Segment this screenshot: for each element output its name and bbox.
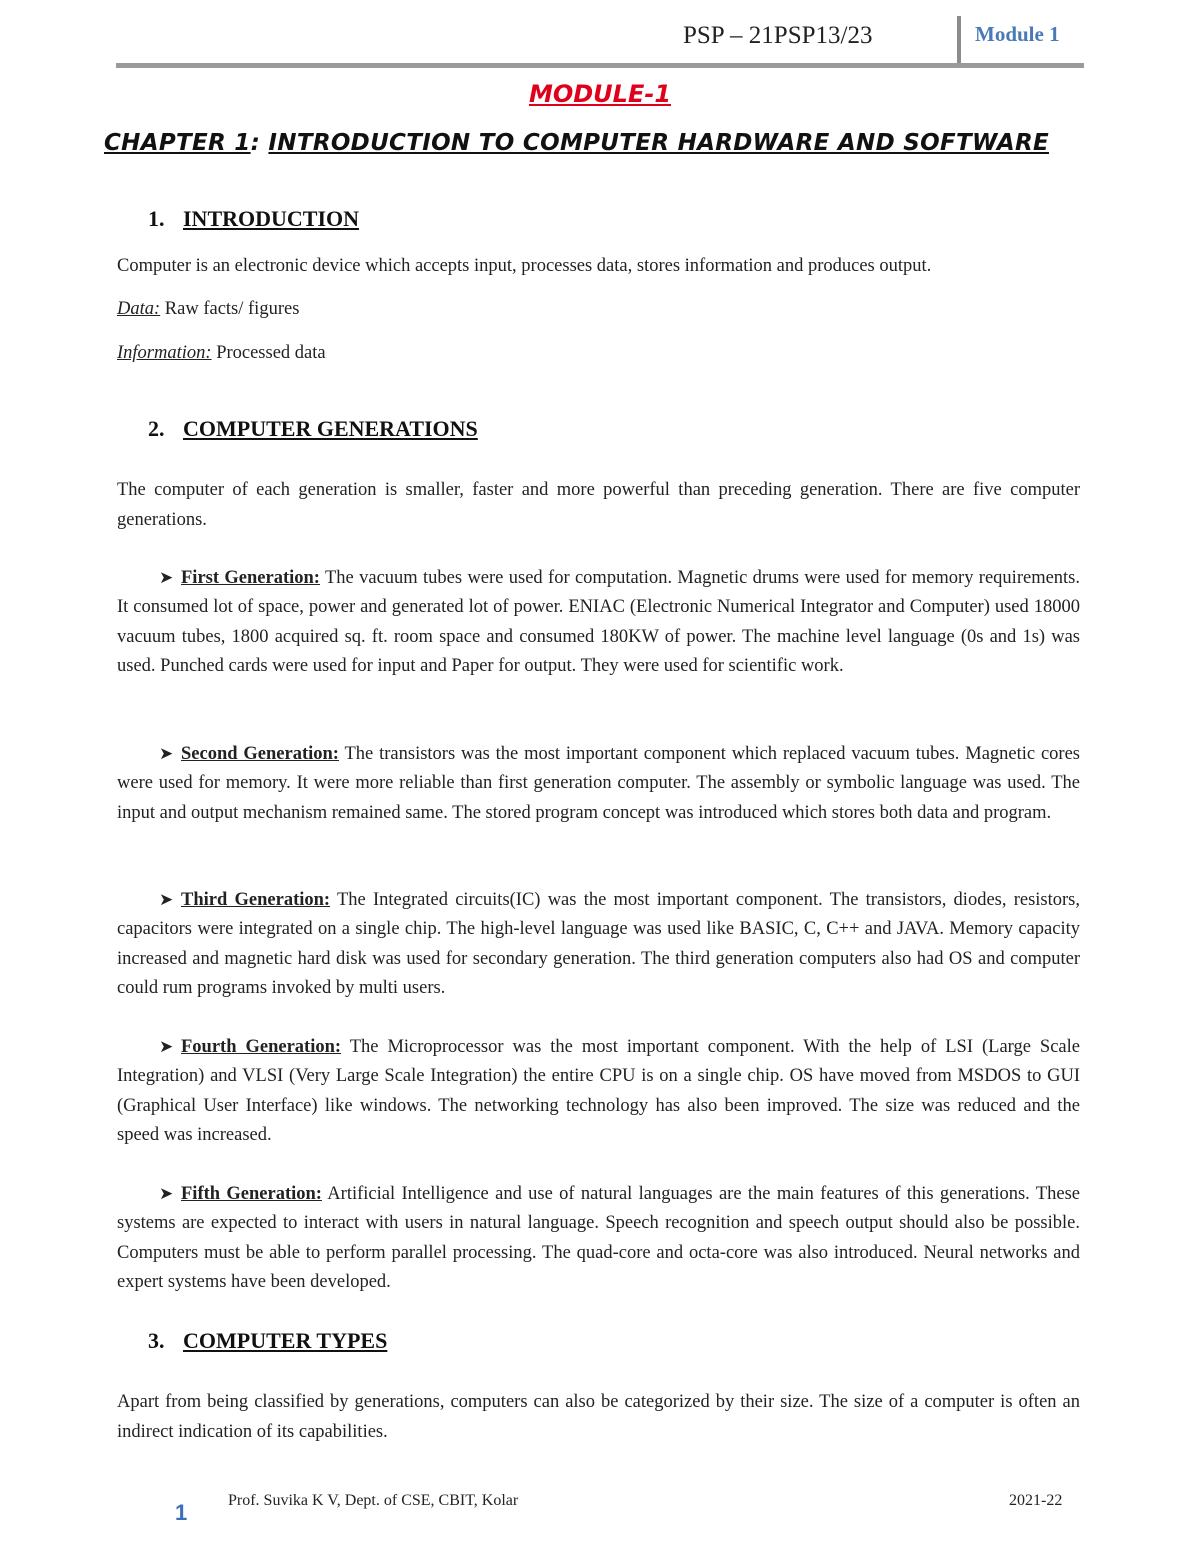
header-course-title: PSP – 21PSP13/23	[683, 22, 873, 49]
arrow-bullet-icon: ➤	[159, 1037, 174, 1056]
section-heading-types	[148, 1328, 387, 1354]
generation-text: The transistors was the most important component which replaced vacuum tubes. Magnetic cores were used for memory. It were more reliable than first generation computer. The assembly or symbolic language was used. The input and output mechanism remained same. The stored program concept was introduced which stores both data and program.	[117, 744, 1081, 823]
generation-second	[117, 739, 1080, 828]
generation-label: Third Generation:	[181, 890, 331, 910]
generation-first	[117, 563, 1080, 681]
section-number: 1.	[148, 206, 165, 231]
section-heading-introduction	[148, 206, 359, 232]
section-title: COMPUTER GENERATIONS	[183, 416, 478, 441]
definition-text: Processed data	[211, 343, 326, 363]
header-module-tag: Module 1	[975, 22, 1060, 46]
module-title: MODULE-1	[528, 80, 672, 108]
section-heading-generations	[148, 416, 478, 442]
footer-year: 2021-22	[1009, 1492, 1063, 1509]
definition-information	[117, 339, 1080, 369]
header-rule	[116, 63, 1084, 68]
generation-label: First Generation:	[181, 568, 320, 588]
page-number: 1	[175, 1500, 188, 1525]
arrow-bullet-icon: ➤	[159, 890, 174, 909]
generations-intro: The computer of each generation is smaller, faster and more powerful than preceding generation. There are five computer generations.	[117, 480, 1080, 530]
generation-text: Artificial Intelligence and use of natural languages are the main features of this generations. These systems are expected to interact with users in natural language. Speech recognition and speech output should also be possible. Computers must be able to perform parallel processing. The quad-core and octa-core was also introduced. Neural networks and expert systems have been developed.	[117, 1184, 1080, 1292]
arrow-bullet-icon: ➤	[159, 1184, 174, 1203]
generation-text: The Integrated circuits(IC) was the most important component. The transistors, diodes, resistors, capacitors were integrated on a single chip. The high-level language was used like BASIC, C, C++ and JAVA. Memory capacity increased and magnetic hard disk was used for secondary generation. The third generation computers also had OS and computer could rum programs invoked by multi users.	[117, 890, 1080, 998]
chapter-colon: :	[250, 130, 261, 156]
section-number: 3.	[148, 1328, 165, 1353]
arrow-bullet-icon: ➤	[159, 744, 174, 763]
generation-fourth	[117, 1032, 1080, 1150]
section-number: 2.	[148, 416, 165, 441]
chapter-name: INTRODUCTION TO COMPUTER HARDWARE AND SOFTWARE	[268, 130, 1049, 156]
definition-text: Raw facts/ figures	[160, 299, 300, 319]
generation-label: Second Generation:	[181, 744, 339, 764]
footer-author: Prof. Suvika K V, Dept. of CSE, CBIT, Kolar	[228, 1492, 519, 1509]
generation-label: Fifth Generation:	[181, 1184, 322, 1204]
chapter-title	[104, 130, 1119, 156]
definition-data	[117, 295, 1080, 325]
header-divider	[957, 16, 961, 66]
section-title: COMPUTER TYPES	[183, 1328, 388, 1353]
section-title: INTRODUCTION	[183, 206, 360, 231]
intro-paragraph: Computer is an electronic device which accepts input, processes data, stores information and produces output.	[117, 256, 932, 276]
generation-text: The vacuum tubes were used for computation. Magnetic drums were used for memory requirements. It consumed lot of space, power and generated lot of power. ENIAC (Electronic Numerical Integrator and Computer) used 18000 vacuum tubes, 1800 acquired sq. ft. room space and consumed 180KW of power. The machine level language (0s and 1s) was used. Punched cards were used for input and Paper for output. They were used for scientific work.	[117, 568, 1081, 676]
definition-term: Data:	[117, 299, 161, 319]
arrow-bullet-icon: ➤	[159, 568, 174, 587]
types-intro: Apart from being classified by generations, computers can also be categorized by their size. The size of a computer is often an indirect indication of its capabilities.	[117, 1392, 1080, 1442]
chapter-prefix: CHAPTER 1	[104, 130, 251, 156]
generation-text: The Microprocessor was the most important component. With the help of LSI (Large Scale Integration) and VLSI (Very Large Scale Integration) the entire CPU is on a single chip. OS have moved from MSDOS to GUI (Graphical User Interface) like windows. The networking technology has also been improved. The size was reduced and the speed was increased.	[117, 1037, 1080, 1145]
definition-term: Information:	[117, 343, 212, 363]
generation-fifth	[117, 1179, 1080, 1297]
generation-third	[117, 885, 1080, 1003]
generation-label: Fourth Generation:	[181, 1037, 342, 1057]
